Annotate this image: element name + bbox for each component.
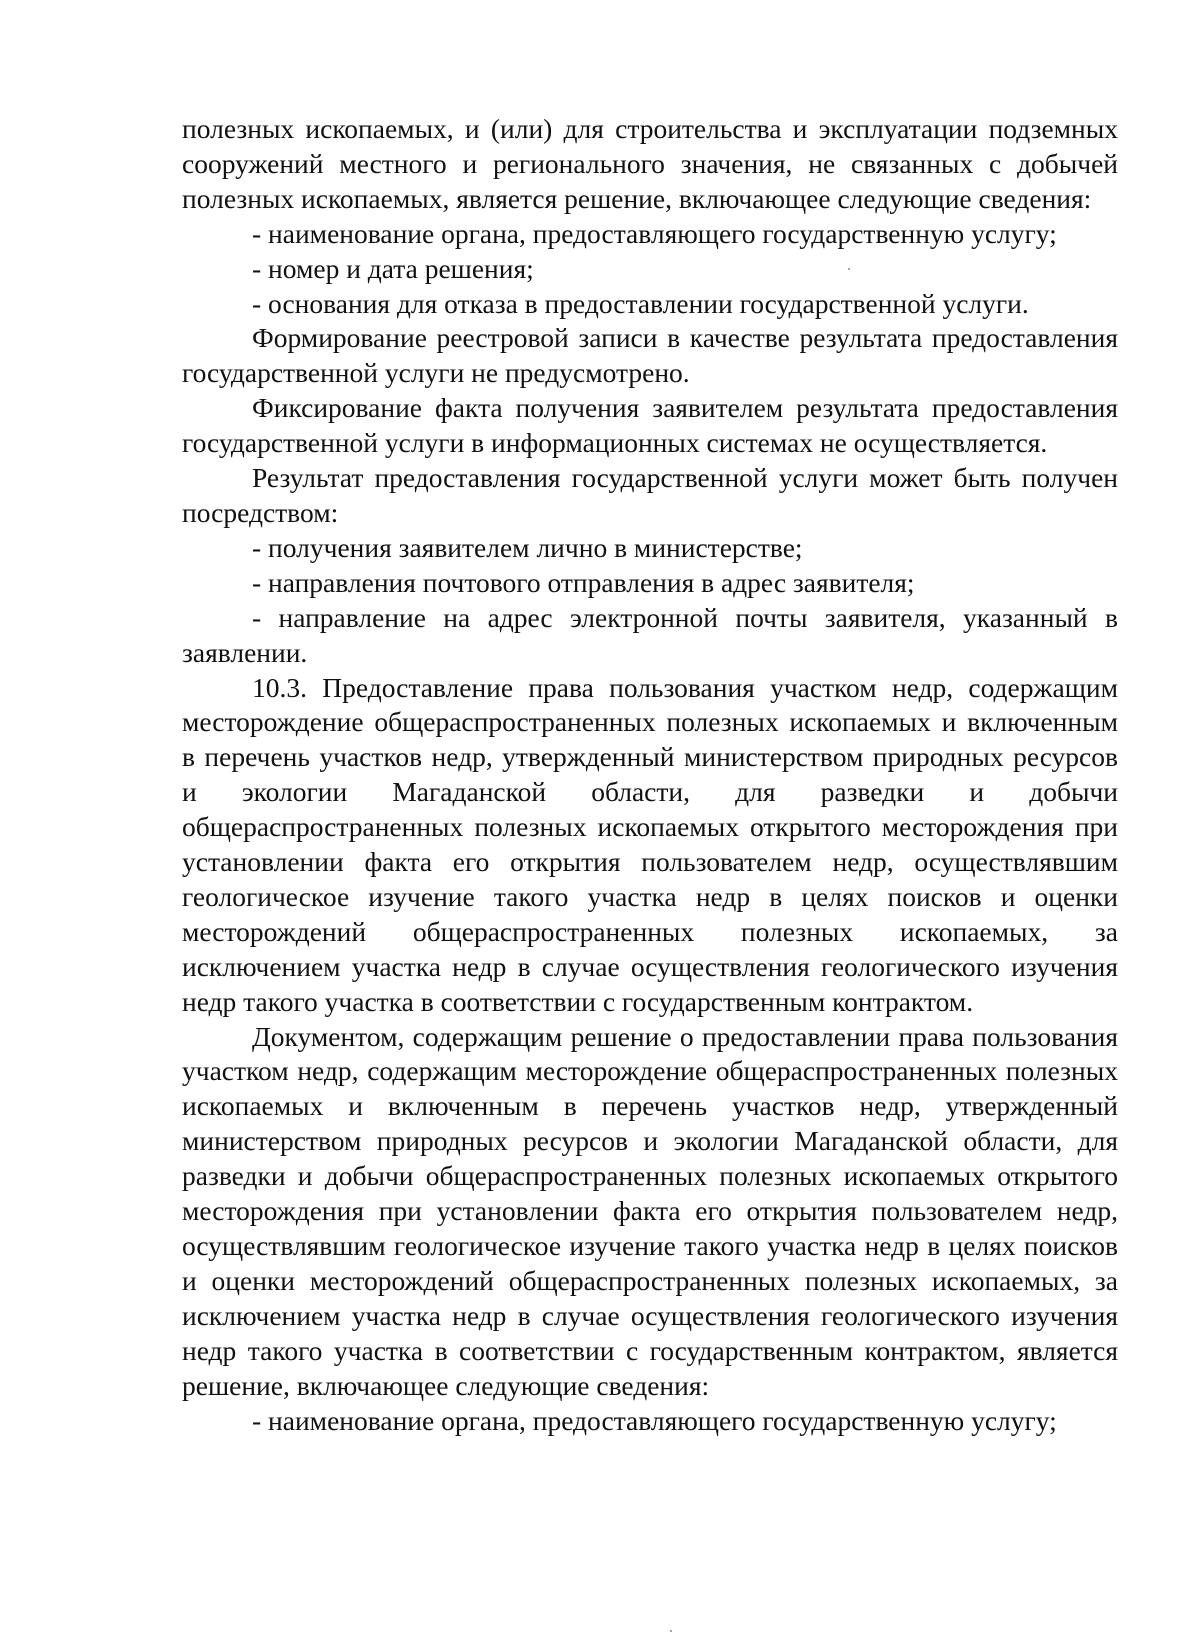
paragraph-continuation: полезных ископаемых, и (или) для строительства и эксплуатации подземных сооружений местного и регионального значения, не связанных с добычей полезных ископаемых, является решение, включающее следующие сведения:: [182, 113, 1118, 214]
list-item-email: - направление на адрес электронной почты заявителя, указанный в заявлении.: [182, 601, 1118, 668]
list-item-authority-name: - наименование органа, предоставляющего государственную услугу;: [252, 217, 1057, 249]
paragraph-receipt-fixation: Фиксирование факта получения заявителем результата предоставления государственной услуги в информационных системах не осуществляется.: [182, 392, 1118, 459]
paragraph-decision-document: Документом, содержащим решение о предоставлении права пользования участком недр, содержащим месторождение общераспространенных полезных ископаемых и включенным в перечень участков недр, утвержденный министерством природных ресурсов и экологии Магаданской области, для разведки и добычи общераспространенных полезных ископаемых открытого месторождения при установлении факта его открытия пользователем недр, осуществлявшим геологическое изучение такого участка недр в целях поисков и оценки месторождений общераспространенных полезных ископаемых, за исключением участка недр в случае осуществления геологического изучения недр такого участка в соответствии с государственным контрактом, является решение, включающее следующие сведения:: [182, 1020, 1118, 1401]
list-item-postal: - направления почтового отправления в адрес заявителя;: [252, 566, 915, 598]
document-body: [182, 112, 1118, 1438]
list-item-authority-name-2: - наименование органа, предоставляющего государственную услугу;: [252, 1404, 1057, 1436]
paragraph-result-obtaining: Результат предоставления государственной услуги может быть получен посредством:: [182, 462, 1118, 528]
list-item-in-person: - получения заявителем лично в министерстве;: [252, 531, 803, 563]
scan-speck: [670, 1630, 672, 1632]
paragraph-section-10-3: 10.3. Предоставление права пользования участком недр, содержащим месторождение общераспространенных полезных ископаемых и включенным в перечень участков недр, утвержденный министерством природных ресурсов и экологии Магаданской области, для разведки и добычи общераспространенных полезных ископаемых открытого месторождения при установлении факта его открытия пользователем недр, осуществлявшим геологическое изучение такого участка недр в целях поисков и оценки месторождений общераспространенных полезных ископаемых, за исключением участка недр в случае осуществления геологического изучения недр такого участка в соответствии с государственным контрактом.: [182, 671, 1118, 1017]
list-item-decision-number-date: - номер и дата решения;: [252, 252, 534, 284]
scan-speck: [848, 268, 850, 270]
list-item-refusal-grounds: - основания для отказа в предоставлении государственной услуги.: [252, 287, 1029, 319]
paragraph-registry-record: Формирование реестровой записи в качестве результата предоставления государственной услуги не предусмотрено.: [182, 322, 1118, 389]
